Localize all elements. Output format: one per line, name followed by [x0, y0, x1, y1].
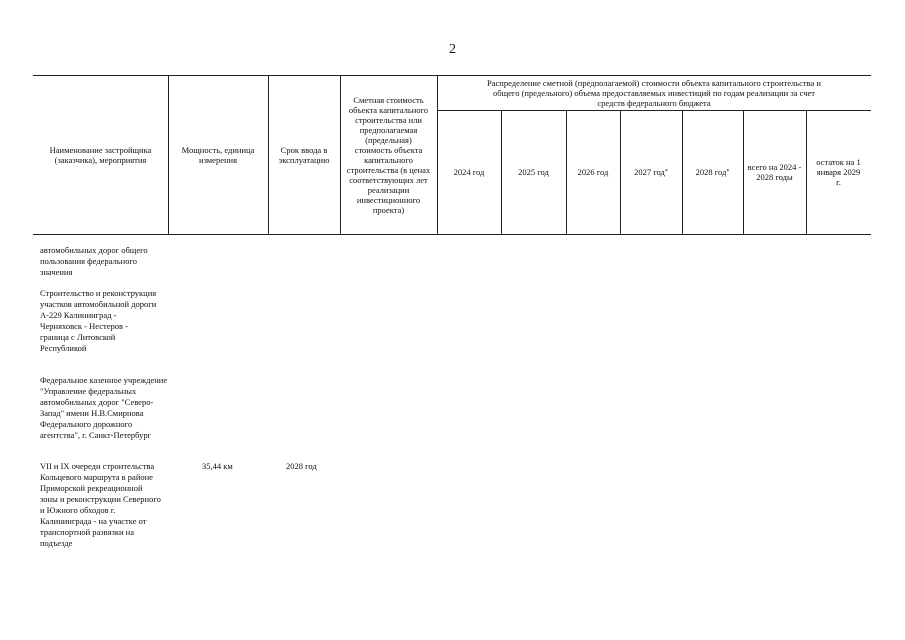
row-customer: Федеральное казенное учреждение "Управление федеральных автомобильных дорог "Северо-Запад" имени Н.В.Смирнова Федерального дорожного агентства", г. Санкт-Петербург: [40, 375, 168, 440]
row-construction: Строительство и реконструкция участков автомобильной дороги А-229 Калининград - Черняховск - Нестеров - граница с Литовской Республикой: [40, 288, 157, 353]
header-year-2027: 2027 год *: [634, 167, 668, 177]
header-term: Срок ввода в эксплуатацию: [278, 145, 330, 165]
header-year-2024: 2024 год: [453, 167, 485, 177]
row-road-type: автомобильных дорог общего пользования федерального значения: [40, 245, 148, 277]
header-total: всего на 2024 - 2028 годы: [747, 162, 802, 182]
header-capacity: Мощность, единица измерения: [181, 145, 255, 165]
header-cost: Сметная стоимость объекта капитального строительства или предполагаемая (предельная) стоимость объекта капитального строительства (в ценах соответствующих лет реализации инвестиционного проекта): [346, 95, 431, 215]
row-project-capacity: 35,44 км: [202, 461, 233, 471]
header-remainder: остаток на 1 января 2029 г.: [816, 157, 861, 187]
page-number: 2: [449, 42, 456, 57]
header-name: Наименование застройщика (заказчика), мероприятия: [49, 145, 152, 165]
row-project: VII и IX очереди строительства Кольцевого маршрута в районе Приморской рекреационной зоны и реконструкции Северного и Южного обходов г. Калининграда - на участке от транспортной развязки на подъезде: [40, 461, 161, 548]
row-project-term: 2028 год: [286, 461, 317, 471]
header-year-2026: 2026 год: [577, 167, 609, 177]
header-year-2028: 2028 год *: [695, 167, 730, 177]
header-distribution: Распределение сметной (предполагаемой) стоимости объекта капитального строительства и общего (предельного) объема предоставляемых инвестиций по годам реализации за счет средств федерального бюджета: [487, 78, 821, 108]
header-year-2025: 2025 год: [518, 167, 549, 177]
